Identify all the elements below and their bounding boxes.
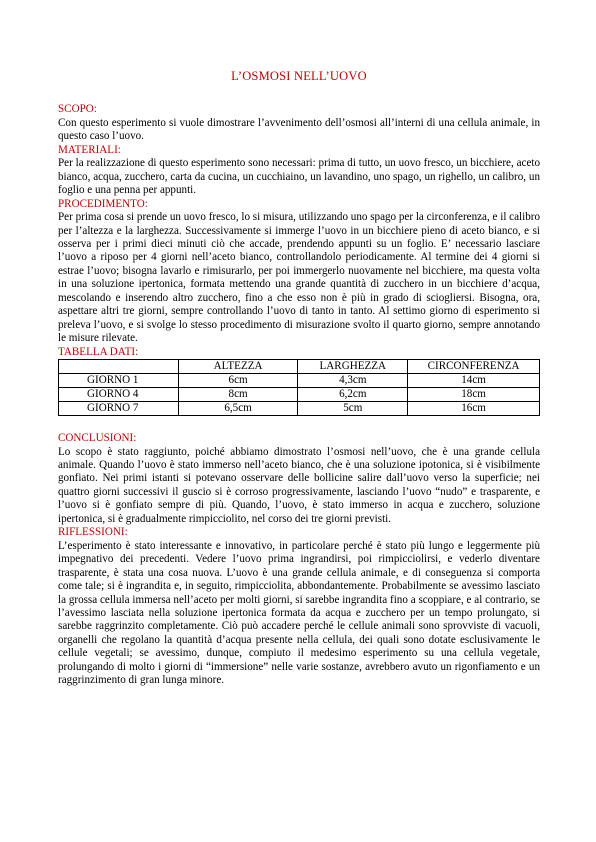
table-row bbox=[59, 374, 540, 388]
document-page bbox=[58, 70, 540, 688]
section-text-materiali: Per la realizzazione di questo esperimento sono necessari: prima di tutto, un uovo fresco, un bicchiere, aceto bianco, acqua, zucchero, carta da cucina, un cucchiaino, un lavandino, uno spago, un righello, un calibro, un foglio e una penna per appunti. bbox=[58, 157, 540, 197]
table-cell: 16cm bbox=[408, 402, 540, 416]
table-header-cell: CIRCONFERENZA bbox=[408, 360, 540, 374]
table-header-cell bbox=[59, 360, 179, 374]
table-cell: 6,2cm bbox=[298, 388, 408, 402]
section-heading-conclusioni: CONCLUSIONI: bbox=[58, 432, 137, 445]
section-heading-procedimento: PROCEDIMENTO: bbox=[58, 197, 148, 210]
table-cell: 18cm bbox=[408, 388, 540, 402]
table-cell: 8cm bbox=[178, 388, 298, 402]
table-cell: 4,3cm bbox=[298, 374, 408, 388]
table-header-row bbox=[59, 360, 540, 374]
table-row-label: GIORNO 4 bbox=[59, 388, 179, 402]
section-text-scopo: Con questo esperimento si vuole dimostrare l’avvenimento dell’osmosi all’interni di una cellula animale, in questo caso l’uovo. bbox=[58, 116, 540, 143]
section-heading-tabella: TABELLA DATI: bbox=[58, 345, 139, 358]
table-row bbox=[59, 402, 540, 416]
section-text-procedimento: Per prima cosa si prende un uovo fresco, lo si misura, utilizzando uno spago per la circonferenza, e il calibro per l’altezza e la larghezza. Successivamente si immerge l’uovo in un bicchiere pieno di aceto bianco, e si osserva per i primi dieci minuti ciò che accade, prendendo appunti su un foglio. E’ necessario lasciare l’uovo a riposo per 4 giorni nell’aceto bianco, controllandolo periodicamente. Al termine dei 4 giorni si estrae l’uovo; bisogna lavarlo e rimisurarlo, per poi immergerlo nuovamente nel bicchiere, ma questa volta in una soluzione ipertonica, formata mettendo una grande quantità di zucchero in un bicchiere d’acqua, mescolando e inserendo altro zucchero, fino a che esso non è più in grado di sciogliersi. Bisogna, ora, aspettare altri tre giorni, sempre controllando l’uovo di tanto in tanto. Al settimo giorno di esperimento si preleva l’uovo, e si svolge lo stesso procedimento di misurazione svolto il quarto giorno, sempre annotando le misure rilevate. bbox=[58, 211, 540, 345]
table-row bbox=[59, 388, 540, 402]
table-row-label: GIORNO 7 bbox=[59, 402, 179, 416]
table-cell: 5cm bbox=[298, 402, 408, 416]
document-title: L’OSMOSI NELL’UOVO bbox=[231, 69, 367, 83]
table-cell: 14cm bbox=[408, 374, 540, 388]
table-header-cell: ALTEZZA bbox=[178, 360, 298, 374]
table-cell: 6cm bbox=[178, 374, 298, 388]
data-table bbox=[58, 359, 540, 416]
table-row-label: GIORNO 1 bbox=[59, 374, 179, 388]
section-text-conclusioni: Lo scopo è stato raggiunto, poiché abbiamo dimostrato l’osmosi nell’uovo, che è una grande cellula animale. Quando l’uovo è stato immerso nell’aceto bianco, che è una soluzione ipotonica, si è visibilmente gonfiato. Nei primi istanti si potevano osservare delle bollicine salire dall’uovo verso la superficie; nei quattro giorni successivi il guscio si è corroso progressivamente, lasciando l’uovo “nudo” e trasparente, e l’uovo si è gonfiato sempre di più. Quando, l’uovo, è stato immerso in acqua e zucchero, soluzione ipertonica, si è gradualmente rimpicciolito, nel corso dei tre giorni previsti. bbox=[58, 445, 540, 525]
section-heading-scopo: SCOPO: bbox=[58, 103, 97, 116]
section-text-riflessioni: L’esperimento è stato interessante e innovativo, in particolare perché è stato più lungo e leggermente più impegnativo dei precedenti. Vedere l’uovo prima ingrandirsi, poi rimpicciolirsi, e vederlo diventare trasparente, è stata una cosa nuova. L’uovo è una grande cellula animale, e di conseguenza si comporta come tale; si è ingrandita e, in seguito, rimpicciolita, abbondantemente. Probabilmente se avessimo lasciato la grossa cellula immersa nell’aceto per molti giorni, si sarebbe ingrandita fino a scoppiare, e al contrario, se l’avessimo lasciata nella soluzione ipertonica formata da acqua e zucchero per un tempo prolungato, si sarebbe raggrinzito completamente. Ciò può accadere perché le cellule animali sono sprovviste di vacuoli, organelli che regolano la quantità d’acqua presente nella cellula, dei quali sono dotate esclusivamente le cellule vegetali; se avessimo, dunque, compiuto il medesimo esperimento su una cellula vegetale, prolungando di molto i giorni di “immersione” nelle varie sostanze, avrebbero avuto un rigonfiamento e un raggrinzimento di gran lunga minore. bbox=[58, 539, 540, 687]
section-heading-materiali: MATERIALI: bbox=[58, 143, 121, 156]
section-heading-riflessioni: RIFLESSIONI: bbox=[58, 526, 128, 539]
table-cell: 6,5cm bbox=[178, 402, 298, 416]
table-header-cell: LARGHEZZA bbox=[298, 360, 408, 374]
